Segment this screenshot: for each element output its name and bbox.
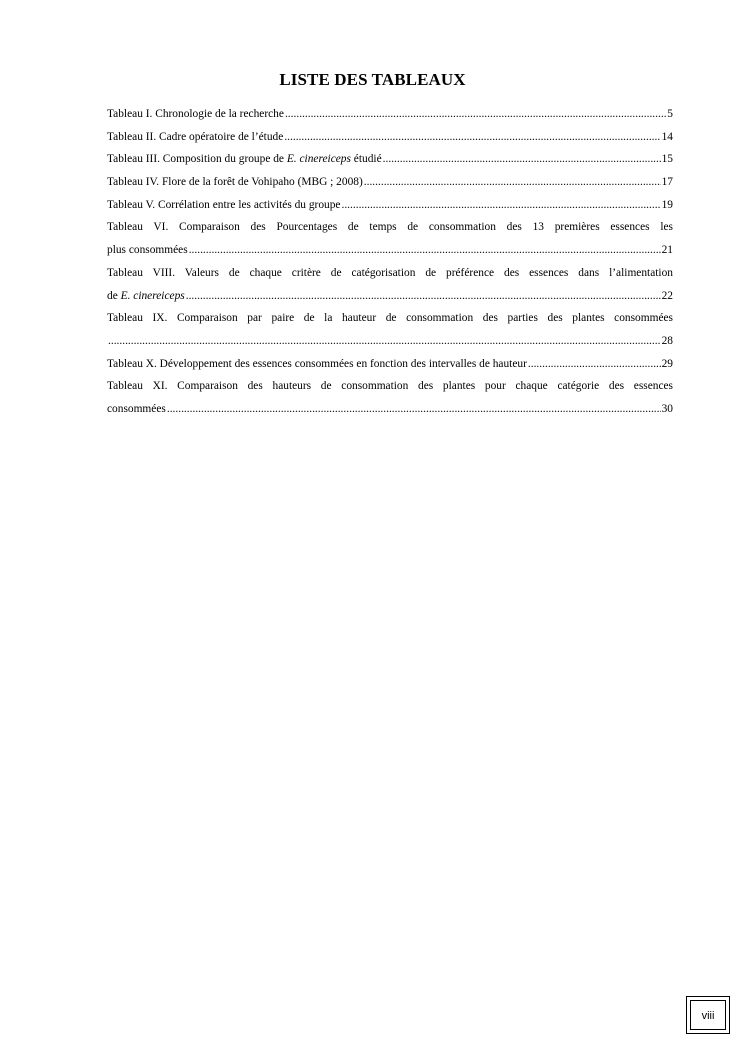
toc-page-number: 5 [667,108,673,120]
page-title: LISTE DES TABLEAUX [279,70,466,89]
dot-leader [285,103,666,126]
dot-leader [383,148,661,171]
page-number-box [686,996,730,1034]
dot-leader [528,353,661,376]
toc-entry-label-line1: Tableau VIII. Valeurs de chaque critère de catégorisation de préférence des essences dans l’alimentation [107,266,673,279]
toc-entry-tableau-iv[interactable] [107,171,673,194]
dot-leader [167,398,661,421]
dot-leader [186,285,661,308]
toc-entry-label: Tableau IV. Flore de la forêt de Vohipaho (MBG ; 2008) [107,176,363,189]
toc-entry-tableau-ii[interactable] [107,126,673,149]
toc-page-number: 19 [661,198,673,211]
toc-entry-label-line2 [107,285,185,308]
dot-leader [284,126,660,149]
toc-entry-tableau-iii[interactable] [107,148,673,171]
toc-entry-tableau-v[interactable] [107,194,673,217]
toc-entry-tableau-xi[interactable] [107,375,673,420]
toc-entry-label: Tableau II. Cadre opératoire de l’étude [107,130,284,143]
toc-entry-label-line2: plus consommées [107,244,188,257]
dot-leader [364,171,661,194]
toc-page-number: 22 [661,289,673,302]
page-number: viii [701,1010,715,1022]
toc-page-number: 21 [661,244,673,257]
toc-entry-tableau-viii[interactable] [107,262,673,307]
toc-entry-label-start: de [107,289,121,302]
dot-leader [341,194,660,217]
toc-entry-label-line2: consommées [107,402,166,415]
toc-entry-label: Tableau X. Développement des essences consommées en fonction des intervalles de hauteur [107,357,527,370]
toc-page-number: 17 [661,176,673,189]
toc-entry-label-start: Tableau III. Composition du groupe de [107,153,287,166]
toc-entry-label-line1: Tableau IX. Comparaison par paire de la hauteur de consommation des parties des plantes consommées [107,312,673,325]
toc-entry-label: Tableau V. Corrélation entre les activités du groupe [107,198,341,211]
toc-page-number: 15 [661,153,673,166]
dot-leader [189,239,661,262]
species-name: E. cinereiceps [286,153,351,166]
toc-entry-tableau-x[interactable] [107,353,673,376]
toc-entry-label-end: étudié [350,153,382,166]
toc-entry-label [107,148,382,171]
dot-leader [108,330,661,353]
list-of-tables [107,103,673,421]
toc-page-number: 28 [661,334,673,347]
toc-entry-label-line1: Tableau XI. Comparaison des hauteurs de consommation des plantes pour chaque catégorie des essences [107,380,673,393]
toc-entry-tableau-vi[interactable] [107,216,673,261]
toc-page-number: 29 [661,357,673,370]
toc-entry-label-line1: Tableau VI. Comparaison des Pourcentages de temps de consommation des 13 premières essences les [107,221,673,234]
toc-page-number: 30 [661,402,673,415]
species-name: E. cinereiceps [120,289,185,302]
toc-entry-tableau-i[interactable] [107,103,673,126]
toc-page-number: 14 [661,130,673,143]
toc-entry-label: Tableau I. Chronologie de la recherche [107,108,284,120]
toc-entry-tableau-ix[interactable] [107,307,673,352]
